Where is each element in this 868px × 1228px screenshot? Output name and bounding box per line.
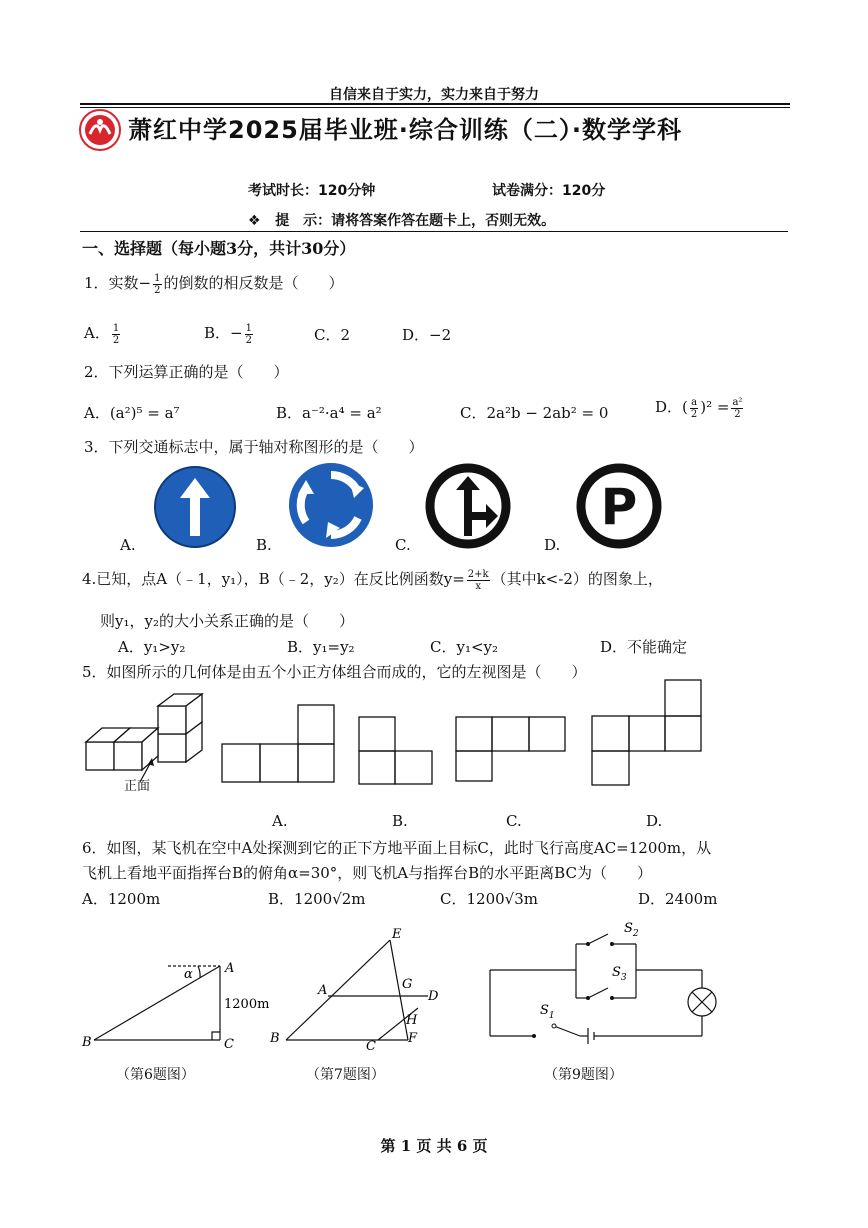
header-rule-thick [80,103,790,105]
exam-time: 考试时长：120分钟 [248,183,376,199]
q5-view-d [589,678,705,788]
figure-7 [266,922,446,1056]
q4-option-a: A．y₁>y₂ [118,638,186,656]
sign-parking-letter: P [600,478,638,536]
svg-text:A: A [318,983,328,998]
tip-text: 提 示：请将答案作答在题卡上，否则无效。 [275,213,556,229]
svg-text:S2: $S_2$ [624,921,639,939]
q5-solid-figure [80,690,212,800]
exam-title: 萧红中学2025届毕业班·综合训练（二）·数学学科 [128,116,683,144]
q6-option-d: D．2400m [638,890,718,908]
figure-9-circuit [484,914,724,1050]
q1-post: 的倒数的相反数是（ ） [163,274,344,292]
q6-option-a: A．1200m [82,890,161,908]
svg-text:S3: $S_3$ [612,965,627,983]
sign-parking-icon [575,462,663,550]
q1-fraction: $\frac{1}{2}$ [154,272,161,296]
figure-6 [78,950,278,1060]
q2-option-d: D．( $\frac{a}{2}$ )² = $\frac{\text{a²}}{2}$ [655,396,743,420]
figure-7-caption: （第7题图） [306,1067,385,1083]
sign-straight-or-right-icon [424,462,512,550]
q6-option-b: B．1200√2m [268,890,366,908]
q1-option-d: D．−2 [402,326,452,344]
section-rule [80,231,788,232]
exam-score: 试卷满分：120分 [492,183,606,199]
q5-front-label: 正面 [124,779,151,794]
q5-view-a [220,702,336,786]
q4-option-b: B．y₁=y₂ [287,638,355,656]
q4-option-d: D．不能确定 [600,638,688,656]
q3-label-b: B. [256,536,272,554]
q1-option-c: C．2 [314,326,351,344]
q1-option-b: B．− $\frac{1}{2}$ [204,322,252,346]
q4-stem-line2: 则y₁，y₂的大小关系正确的是（ ） [100,612,354,630]
q1-stem [84,272,344,296]
q2-option-c: C．2a²b − 2ab² = 0 [460,404,609,422]
tip-mark: ❖ [248,213,261,229]
q5-label-c: C. [506,812,522,830]
q5-view-b [356,714,436,786]
svg-text:A: A [225,961,235,976]
q5-label-d: D. [646,812,663,830]
q6-stem-line1: 6．如图，某飞机在空中A处探测到它的正下方地平面上目标C，此时飞行高度AC=1200m，从 [82,839,712,857]
school-logo [78,108,122,152]
svg-text:C: C [224,1037,234,1052]
figure-9-caption: （第9题图） [544,1067,623,1083]
q4-option-c: C．y₁<y₂ [430,638,499,656]
q2-stem: 2．下列运算正确的是（ ） [84,363,289,381]
sign-straight-arrow-icon [150,462,240,552]
q3-label-d: D. [544,536,561,554]
q4-stem: 4.已知，点A（﹣1，y₁），B（﹣2，y₂）在反比例函数y= $\frac{2+k}{x}$ （其中k<-2）的图象上， [82,568,663,592]
q3-label-c: C. [395,536,411,554]
q5-view-c [453,714,569,784]
page-footer: 第 1 页 共 6 页 [380,1137,488,1155]
q2-option-b: B．a⁻²·a⁴ = a² [276,404,382,422]
q1-option-a: A． $\frac{1}{2}$ [84,322,120,346]
section-heading: 一、选择题（每小题3分，共计30分） [82,239,356,258]
header-rule-thin [80,107,790,108]
q5-label-a: A. [272,812,288,830]
svg-text:S1: $S_1$ [540,1003,555,1021]
svg-text:F: F [408,1031,418,1046]
svg-text:α: α [184,967,193,982]
motto: 自信来自于实力，实力来自于努力 [329,87,539,103]
svg-text:1200m: 1200m [224,997,270,1012]
q6-option-c: C．1200√3m [440,890,538,908]
q3-stem: 3．下列交通标志中，属于轴对称图形的是（ ） [84,438,424,456]
tip-line [248,210,555,230]
svg-text:B: B [82,1035,92,1050]
figure-6-caption: （第6题图） [116,1067,195,1083]
svg-text:C: C [366,1039,376,1054]
q6-stem-line2: 飞机上看地平面指挥台B的俯角α=30°，则飞机A与指挥台B的水平距离BC为（ ） [82,864,652,882]
svg-text:E: E [392,927,402,942]
q1-pre: 1．实数− [84,274,152,292]
q2-option-a: A．(a²)⁵ = a⁷ [84,404,180,422]
svg-text:D: D [428,989,439,1004]
sign-roundabout-icon [284,458,378,552]
q5-stem: 5．如图所示的几何体是由五个小正方体组合而成的，它的左视图是（ ） [82,663,587,681]
svg-text:H: H [406,1013,418,1028]
q5-label-b: B. [392,812,408,830]
svg-text:G: G [402,977,413,992]
svg-text:B: B [270,1031,280,1046]
q3-label-a: A. [120,536,136,554]
